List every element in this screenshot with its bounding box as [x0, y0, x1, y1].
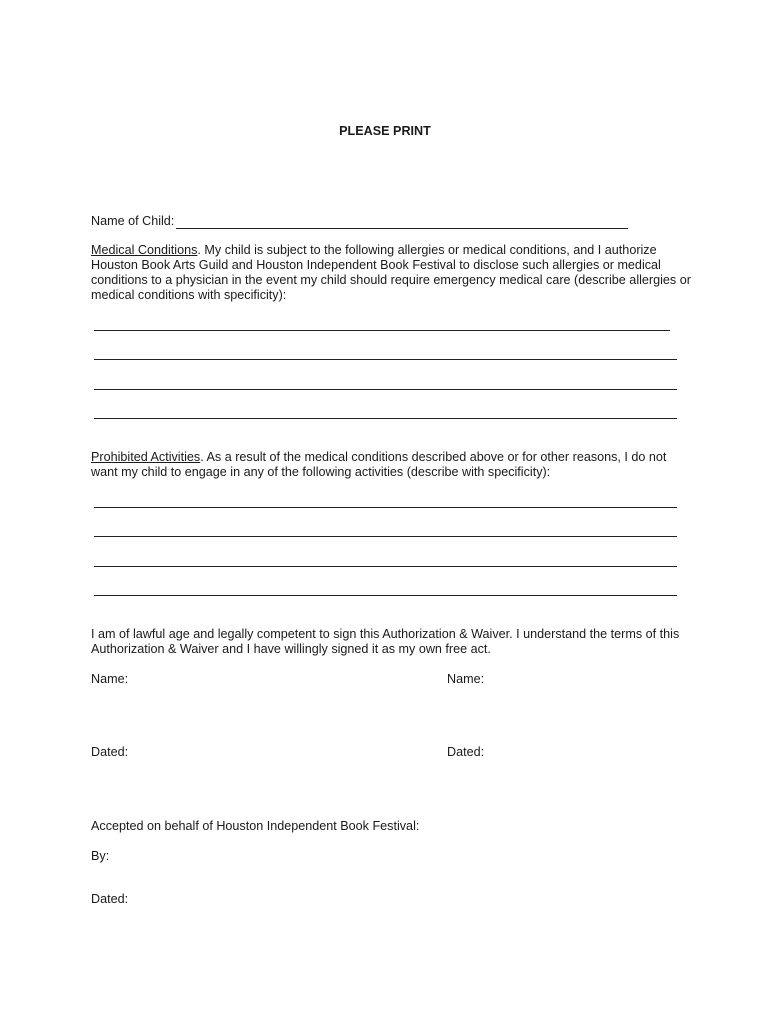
- medical-conditions-text: . My child is subject to the following allergies or medical conditions, and I authorize Houston Book Arts Guild and Houston Independent Book Festival to disclose such allergies or medical conditions to a physician in the event my child should require emergency medical care (describe allergies or medical conditions with specificity):: [91, 243, 691, 302]
- prohibited-line-3[interactable]: [94, 566, 677, 567]
- prohibited-activities-paragraph: [91, 450, 691, 480]
- signature-right-name-label: Name:: [447, 672, 485, 686]
- medical-line-3[interactable]: [94, 389, 677, 390]
- medical-conditions-heading: Medical Conditions: [91, 243, 198, 257]
- prohibited-line-4[interactable]: [94, 595, 677, 596]
- prohibited-line-2[interactable]: [94, 536, 677, 537]
- prohibited-line-1[interactable]: [94, 507, 677, 508]
- signature-left-name-label: Name:: [91, 672, 129, 686]
- festival-by-label: By:: [91, 849, 110, 863]
- medical-line-4[interactable]: [94, 418, 677, 419]
- prohibited-activities-heading: Prohibited Activities: [91, 450, 201, 464]
- medical-line-2[interactable]: [94, 359, 677, 360]
- signature-right-dated-label: Dated:: [447, 745, 485, 759]
- child-name-label: Name of Child:: [91, 214, 175, 228]
- festival-dated-label: Dated:: [91, 892, 129, 906]
- medical-conditions-paragraph: [91, 243, 691, 303]
- child-name-line[interactable]: [176, 228, 628, 229]
- signature-left-dated-label: Dated:: [91, 745, 129, 759]
- medical-line-1[interactable]: [94, 330, 670, 331]
- prohibited-activities-text: . As a result of the medical conditions described above or for other reasons, I do not want my child to engage in any of the following activities (describe with specificity):: [91, 450, 667, 479]
- waiver-statement: I am of lawful age and legally competent to sign this Authorization & Waiver. I understand the terms of this Authorization & Waiver and I have willingly signed it as my own free act.: [91, 627, 680, 656]
- festival-acceptance-label: Accepted on behalf of Houston Independent Book Festival:: [91, 819, 420, 833]
- page-title: PLEASE PRINT: [339, 124, 431, 138]
